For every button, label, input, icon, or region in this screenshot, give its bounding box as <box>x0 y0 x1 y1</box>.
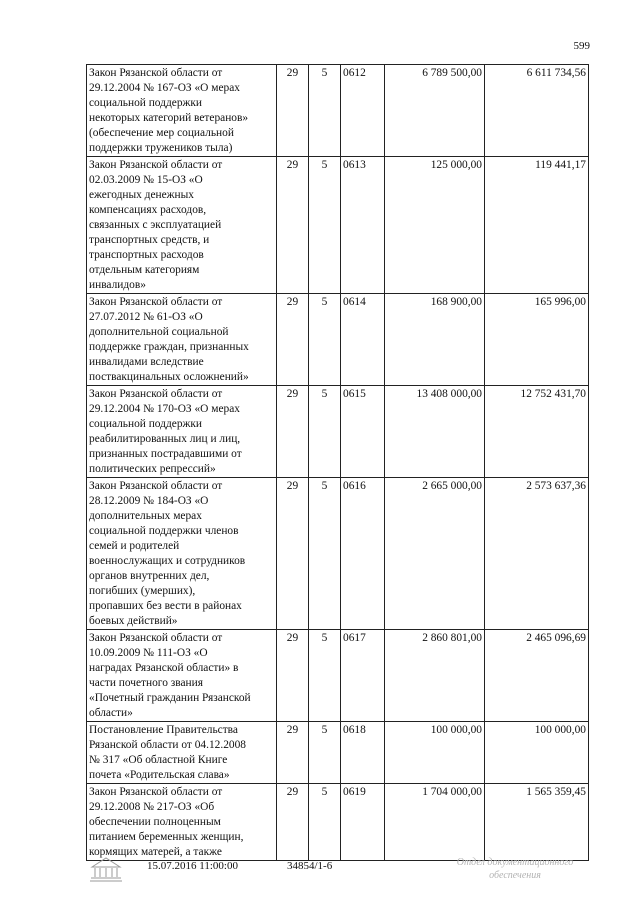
cell-chapter: 29 <box>277 784 309 861</box>
description-line: социальной поддержки <box>89 97 203 109</box>
budget-table <box>86 64 589 861</box>
cell-section: 5 <box>309 630 341 722</box>
description-line: транспортных средств, и <box>89 234 210 246</box>
cell-section: 5 <box>309 294 341 386</box>
cell-code: 0612 <box>341 65 385 157</box>
description-line: наградах Рязанской области» в <box>89 662 239 674</box>
description-line: части почетного звания <box>89 677 203 689</box>
description-line: 28.12.2009 № 184-ОЗ «О <box>89 495 209 507</box>
description-line: кормящих матерей, а также <box>89 846 222 858</box>
description-line: Закон Рязанской области от <box>89 632 223 644</box>
description-line: почета «Родительская слава» <box>89 769 230 781</box>
table-row <box>87 386 589 478</box>
cell-code: 0613 <box>341 157 385 294</box>
description-line: 27.07.2012 № 61-ОЗ «О <box>89 311 203 323</box>
cell-plan-amount: 100 000,00 <box>385 722 485 784</box>
description-line: социальной поддержки членов <box>89 525 239 537</box>
cell-actual-amount: 165 996,00 <box>485 294 589 386</box>
cell-plan-amount: 1 704 000,00 <box>385 784 485 861</box>
description-line: признанных пострадавшими от <box>89 448 242 460</box>
cell-code: 0617 <box>341 630 385 722</box>
page-number: 599 <box>573 40 590 52</box>
description-line: 29.12.2004 № 167-ОЗ «О мерах <box>89 82 240 94</box>
description-line: обеспечении полноценным <box>89 816 221 828</box>
description-line: инвалидами вследствие <box>89 356 204 368</box>
table-row <box>87 722 589 784</box>
description-line: связанных с эксплуатацией <box>89 219 222 231</box>
stamp-line-2: обеспечения <box>489 870 541 881</box>
stamp-line-1: Отдел документационного <box>456 857 574 868</box>
cell-actual-amount: 6 611 734,56 <box>485 65 589 157</box>
description-line: пропавших без вести в районах <box>89 600 242 612</box>
description-line: Постановление Правительства <box>89 724 238 736</box>
cell-description <box>87 630 277 722</box>
description-line: питанием беременных женщин, <box>89 831 244 843</box>
cell-actual-amount: 1 565 359,45 <box>485 784 589 861</box>
cell-plan-amount: 2 860 801,00 <box>385 630 485 722</box>
cell-description <box>87 784 277 861</box>
cell-description <box>87 294 277 386</box>
cell-description <box>87 478 277 630</box>
table-row <box>87 157 589 294</box>
description-line: дополнительных мерах <box>89 510 202 522</box>
cell-code: 0619 <box>341 784 385 861</box>
description-line: органов внутренних дел, <box>89 570 210 582</box>
cell-actual-amount: 119 441,17 <box>485 157 589 294</box>
description-line: области» <box>89 707 133 719</box>
cell-section: 5 <box>309 386 341 478</box>
description-line: Закон Рязанской области от <box>89 67 223 79</box>
footer-doc-number: 34854/1-6 <box>287 860 333 872</box>
cell-actual-amount: 100 000,00 <box>485 722 589 784</box>
cell-section: 5 <box>309 65 341 157</box>
cell-code: 0614 <box>341 294 385 386</box>
description-line: отдельным категориям <box>89 264 200 276</box>
cell-chapter: 29 <box>277 65 309 157</box>
description-line: Закон Рязанской области от <box>89 159 223 171</box>
description-line: Закон Рязанской области от <box>89 786 223 798</box>
description-line: семей и родителей <box>89 540 180 552</box>
description-line: инвалидов» <box>89 279 146 291</box>
cell-chapter: 29 <box>277 722 309 784</box>
description-line: Рязанской области от 04.12.2008 <box>89 739 246 751</box>
cell-description <box>87 722 277 784</box>
cell-code: 0615 <box>341 386 385 478</box>
table-row <box>87 65 589 157</box>
description-line: поддержке граждан, признанных <box>89 341 249 353</box>
description-line: социальной поддержки <box>89 418 203 430</box>
cell-plan-amount: 2 665 000,00 <box>385 478 485 630</box>
cell-plan-amount: 13 408 000,00 <box>385 386 485 478</box>
cell-plan-amount: 125 000,00 <box>385 157 485 294</box>
description-line: № 317 «Об областной Книге <box>89 754 228 766</box>
cell-section: 5 <box>309 478 341 630</box>
description-line: 02.03.2009 № 15-ОЗ «О <box>89 174 203 186</box>
cell-chapter: 29 <box>277 294 309 386</box>
description-line: поддержки тружеников тыла) <box>89 142 233 154</box>
cell-chapter: 29 <box>277 386 309 478</box>
description-line: 29.12.2004 № 170-ОЗ «О мерах <box>89 403 240 415</box>
description-line: 10.09.2009 № 111-ОЗ «О <box>89 647 208 659</box>
cell-actual-amount: 12 752 431,70 <box>485 386 589 478</box>
cell-section: 5 <box>309 784 341 861</box>
table-row <box>87 294 589 386</box>
table-row <box>87 630 589 722</box>
description-line: компенсациях расходов, <box>89 204 207 216</box>
cell-section: 5 <box>309 722 341 784</box>
footer-date: 15.07.2016 11:00:00 <box>147 860 238 872</box>
table-row <box>87 784 589 861</box>
cell-plan-amount: 6 789 500,00 <box>385 65 485 157</box>
description-line: Закон Рязанской области от <box>89 388 223 400</box>
description-line: боевых действий» <box>89 615 178 627</box>
cell-code: 0616 <box>341 478 385 630</box>
table-row <box>87 478 589 630</box>
cell-description <box>87 65 277 157</box>
description-line: некоторых категорий ветеранов» <box>89 112 249 124</box>
description-line: «Почетный гражданин Рязанской <box>89 692 251 704</box>
cell-chapter: 29 <box>277 478 309 630</box>
table-body <box>87 65 589 861</box>
cell-chapter: 29 <box>277 630 309 722</box>
cell-description <box>87 386 277 478</box>
description-line: политических репрессий» <box>89 463 216 475</box>
cell-code: 0618 <box>341 722 385 784</box>
description-line: (обеспечение мер социальной <box>89 127 234 139</box>
department-stamp <box>440 856 590 882</box>
cell-section: 5 <box>309 157 341 294</box>
description-line: транспортных расходов <box>89 249 204 261</box>
description-line: Закон Рязанской области от <box>89 480 223 492</box>
description-line: 29.12.2008 № 217-ОЗ «Об <box>89 801 215 813</box>
description-line: поствакцинальных осложнений» <box>89 371 249 383</box>
description-line: военнослужащих и сотрудников <box>89 555 246 567</box>
cell-description <box>87 157 277 294</box>
cell-chapter: 29 <box>277 157 309 294</box>
cell-actual-amount: 2 573 637,36 <box>485 478 589 630</box>
description-line: ежегодных денежных <box>89 189 194 201</box>
description-line: погибших (умерших), <box>89 585 196 597</box>
description-line: дополнительной социальной <box>89 326 229 338</box>
building-logo-icon <box>88 855 124 883</box>
description-line: Закон Рязанской области от <box>89 296 223 308</box>
description-line: реабилитированных лиц и лиц, <box>89 433 241 445</box>
cell-plan-amount: 168 900,00 <box>385 294 485 386</box>
cell-actual-amount: 2 465 096,69 <box>485 630 589 722</box>
